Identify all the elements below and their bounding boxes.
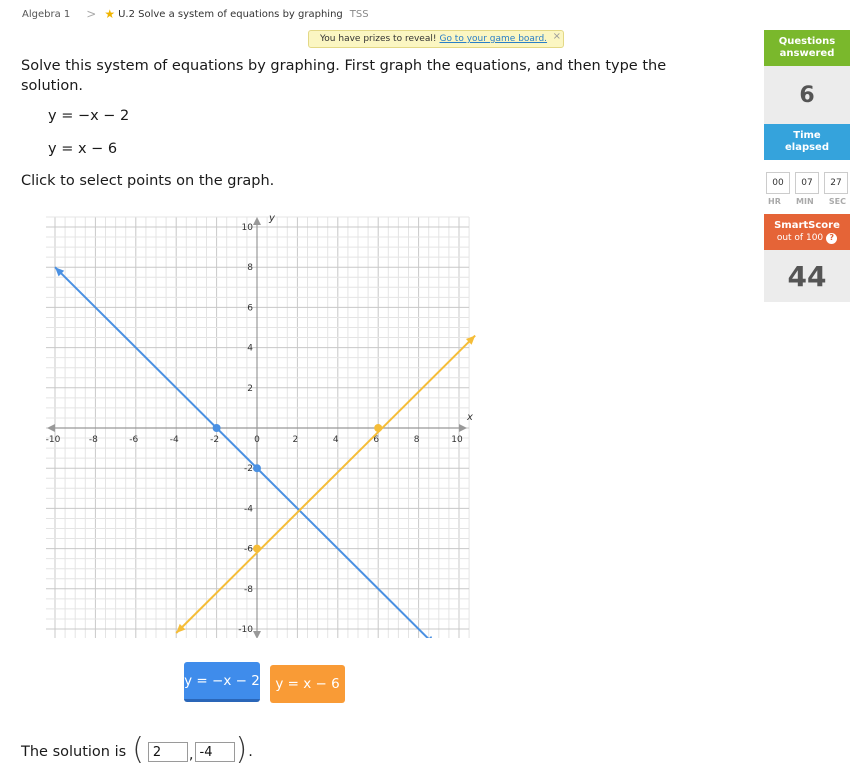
- y-axis-bottom-arrow-icon: [253, 631, 261, 638]
- x-tick-label: -8: [88, 435, 98, 445]
- x-axis-left-arrow-icon: [47, 424, 55, 432]
- solution-period: .: [248, 744, 253, 760]
- timer-label-min: MIN: [796, 197, 814, 206]
- solution-label: The solution is: [21, 744, 127, 760]
- time-elapsed-title: Time elapsed: [784, 130, 829, 153]
- y-tick-label: -8: [244, 584, 253, 595]
- star-icon: ★: [104, 7, 116, 21]
- smartscore-title: SmartScore: [774, 220, 840, 231]
- y-tick-label: -10: [238, 625, 253, 635]
- x-axis-right-arrow-icon: [459, 424, 467, 432]
- breadcrumb-skill: U.2 Solve a system of equations by graphing: [118, 8, 343, 20]
- timer-label-hr: HR: [768, 197, 781, 206]
- timer-labels: [764, 197, 850, 206]
- x-tick-label: 10: [451, 435, 463, 445]
- y-tick-label: 6: [247, 303, 253, 314]
- equation-1-button[interactable]: y = −x − 2: [184, 662, 260, 702]
- y-axis-top-arrow-icon: [253, 217, 261, 225]
- y-tick-label: 10: [241, 223, 253, 233]
- timer-seconds: 27: [824, 172, 848, 194]
- x-tick-label: -6: [129, 435, 139, 445]
- selected-point[interactable]: [374, 424, 382, 432]
- coordinate-graph[interactable]: [46, 206, 486, 638]
- x-tick-label: 0: [254, 435, 260, 445]
- solution-x-input[interactable]: [148, 742, 188, 762]
- y-tick-label: 4: [247, 343, 253, 354]
- questions-answered-count: 6: [764, 66, 850, 124]
- equation-2-button[interactable]: y = x − 6: [270, 665, 345, 703]
- smartscore-subtitle-row: [777, 232, 837, 244]
- breadcrumb-subject[interactable]: Algebra 1: [22, 8, 71, 20]
- x-tick-label: 2: [292, 435, 299, 445]
- breadcrumb-code: TSS: [349, 8, 369, 20]
- breadcrumb: [22, 6, 369, 22]
- x-tick-label: -4: [169, 435, 179, 445]
- solution-y-input[interactable]: [195, 742, 235, 762]
- question-prompt: Solve this system of equations by graphing. First graph the equations, and then type the solution.: [21, 58, 667, 94]
- y-tick-label: 2: [247, 383, 253, 394]
- close-icon[interactable]: ×: [552, 31, 561, 42]
- x-tick-label: -10: [46, 435, 61, 445]
- game-board-link[interactable]: Go to your game board.: [439, 34, 548, 44]
- open-paren: (: [132, 732, 144, 767]
- timer: [764, 172, 850, 194]
- smartscore-header: [764, 214, 850, 250]
- prize-text: You have prizes to reveal!: [320, 34, 437, 44]
- questions-answered-title: Questions answered: [778, 36, 836, 59]
- equation-1: y = −x − 2: [48, 108, 130, 124]
- selected-point[interactable]: [253, 464, 261, 472]
- equation-2: y = x − 6: [48, 141, 118, 157]
- prize-banner: [308, 30, 564, 48]
- timer-minutes: 07: [795, 172, 819, 194]
- time-elapsed-header: [764, 124, 850, 160]
- stats-sidebar: [764, 30, 850, 302]
- questions-answered-header: [764, 30, 850, 66]
- x-tick-label: -2: [210, 435, 220, 445]
- smartscore-value: 44: [764, 250, 850, 302]
- timer-hours: 00: [766, 172, 790, 194]
- x-tick-label: 4: [332, 435, 339, 445]
- y-tick-label: -6: [244, 544, 253, 555]
- selected-point[interactable]: [253, 545, 261, 553]
- graph-svg[interactable]: [46, 206, 486, 638]
- help-icon[interactable]: ?: [826, 233, 837, 244]
- y-tick-label: 8: [247, 263, 253, 274]
- close-paren: ): [235, 732, 248, 767]
- y-tick-label: -4: [244, 504, 253, 515]
- x-axis-label: x: [467, 412, 473, 423]
- timer-label-sec: SEC: [828, 197, 846, 206]
- chevron-right-icon: >: [86, 7, 97, 21]
- solution-row: [21, 732, 253, 768]
- y-tick-label: -2: [244, 464, 253, 475]
- graph-instruction: Click to select points on the graph.: [21, 173, 275, 189]
- y-axis-label: y: [269, 213, 275, 224]
- selected-point[interactable]: [213, 424, 221, 432]
- solution-comma: ,: [188, 747, 194, 763]
- x-tick-label: 6: [373, 435, 380, 445]
- smartscore-subtitle: out of 100: [776, 233, 824, 243]
- x-tick-label: 8: [413, 435, 420, 445]
